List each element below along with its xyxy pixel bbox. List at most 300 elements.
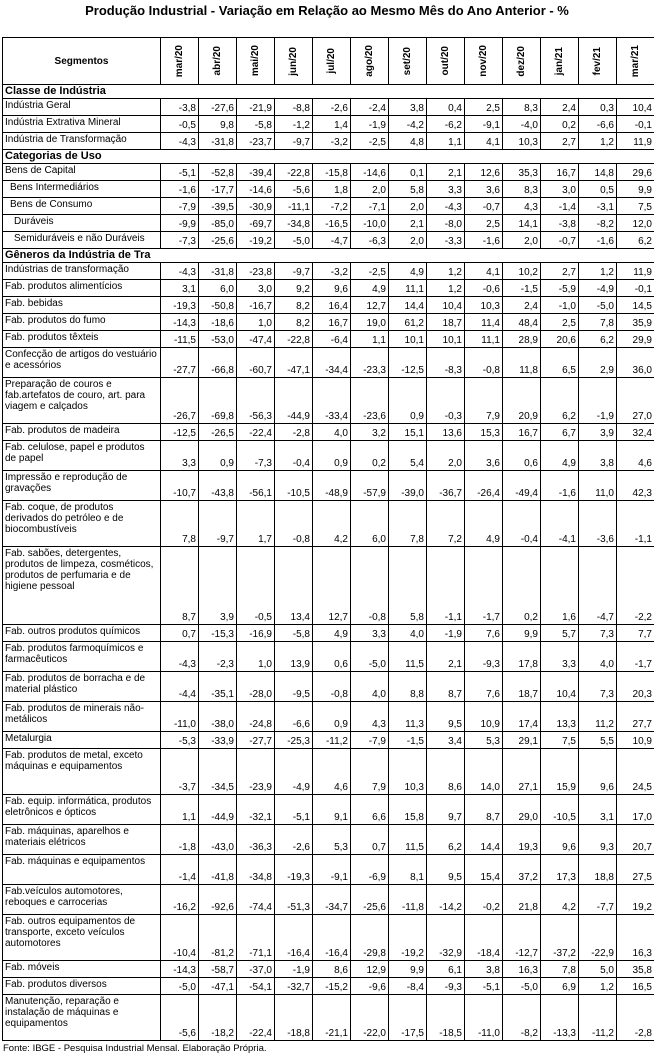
value-cell: 1,0 [237,642,275,672]
value-cell: -39,5 [199,198,237,215]
value-cell: -0,4 [503,501,541,547]
value-cell: -0,3 [427,378,465,424]
section-filler [313,249,351,263]
value-cell: -10,5 [275,471,313,501]
row-label: Bens Intermediários [3,181,161,198]
value-cell: -48,9 [313,471,351,501]
value-cell: 11,1 [465,331,503,348]
value-cell: 29,1 [503,732,541,749]
value-cell: 9,6 [541,825,579,855]
value-cell: -92,6 [199,885,237,915]
value-cell: 12,9 [351,961,389,978]
value-cell: 3,1 [579,795,617,825]
value-cell: -9,7 [199,501,237,547]
value-cell: 35,9 [617,314,654,331]
value-cell: -9,1 [313,855,351,885]
section-filler [465,150,503,164]
section-filler [389,150,427,164]
section-filler [503,150,541,164]
row-label: Confecção de artigos do vestuário e acessórios [3,348,161,378]
value-cell: -9,3 [465,642,503,672]
value-cell: -11,1 [275,198,313,215]
value-cell: -9,3 [427,978,465,995]
month-header-label: nov/20 [477,45,489,77]
value-cell: -0,8 [313,672,351,702]
value-cell: -15,3 [199,625,237,642]
value-cell: 29,6 [617,164,654,181]
value-cell: 3,8 [389,99,427,116]
month-header-label: jul/20 [325,48,337,74]
value-cell: 28,9 [503,331,541,348]
value-cell: 0,2 [351,441,389,471]
value-cell: 27,7 [617,702,654,732]
row-label: Fab. produtos farmoquímicos e farmacêuticos [3,642,161,672]
value-cell: 8,6 [427,749,465,795]
value-cell: -22,9 [579,915,617,961]
value-cell: 2,1 [427,164,465,181]
value-cell: 27,1 [503,749,541,795]
value-cell: 0,1 [389,164,427,181]
value-cell: 3,3 [161,441,199,471]
value-cell: 13,4 [275,547,313,625]
value-cell: -18,5 [427,995,465,1041]
value-cell: -36,7 [427,471,465,501]
value-cell: 9,9 [617,181,654,198]
value-cell: -66,8 [199,348,237,378]
section-filler [237,150,275,164]
value-cell: 9,6 [313,280,351,297]
value-cell: 7,5 [617,198,654,215]
value-cell: 8,1 [389,855,427,885]
table-row [3,441,654,471]
value-cell: -16,4 [313,915,351,961]
value-cell: -14,3 [161,961,199,978]
value-cell: 6,2 [579,331,617,348]
value-cell: -51,3 [275,885,313,915]
value-cell: 20,7 [617,825,654,855]
row-label: Fab. outros equipamentos de transporte, exceto veículos automotores [3,915,161,961]
section-filler [427,249,465,263]
value-cell: 14,8 [579,164,617,181]
value-cell: -11,0 [161,702,199,732]
month-header [389,38,427,85]
value-cell: 2,0 [427,441,465,471]
value-cell: 16,3 [617,915,654,961]
row-label: Metalurgia [3,732,161,749]
month-header-label: dez/20 [515,45,527,77]
section-filler [579,150,617,164]
value-cell: -4,4 [161,672,199,702]
value-cell: -24,8 [237,702,275,732]
value-cell: -4,9 [275,749,313,795]
value-cell: 35,8 [617,961,654,978]
value-cell: 4,0 [579,642,617,672]
value-cell: -50,8 [199,297,237,314]
value-cell: -19,2 [237,232,275,249]
table-row [3,116,654,133]
row-label: Fab. produtos do fumo [3,314,161,331]
value-cell: -74,4 [237,885,275,915]
value-cell: 2,0 [503,232,541,249]
month-header-label: jun/20 [287,46,299,76]
value-cell: -1,6 [541,471,579,501]
row-label: Indústria Geral [3,99,161,116]
value-cell: 10,9 [465,702,503,732]
value-cell: -22,4 [237,995,275,1041]
value-cell: -5,9 [541,280,579,297]
value-cell: 6,7 [541,424,579,441]
row-label: Manutenção, reparação e instalação de máquinas e equipamentos [3,995,161,1041]
value-cell: -49,4 [503,471,541,501]
table-row [3,232,654,249]
section-filler [237,85,275,99]
value-cell: -7,7 [579,885,617,915]
value-cell: 4,6 [313,749,351,795]
value-cell: 4,1 [465,263,503,280]
value-cell: -39,4 [237,164,275,181]
value-cell: 0,2 [503,547,541,625]
value-cell: -2,5 [351,133,389,150]
table-row [3,424,654,441]
value-cell: -19,2 [389,915,427,961]
value-cell: 8,7 [427,672,465,702]
value-cell: 16,5 [617,978,654,995]
value-cell: -1,6 [579,232,617,249]
value-cell: -13,3 [541,995,579,1041]
section-filler [541,249,579,263]
section-filler [351,150,389,164]
value-cell: 3,9 [579,424,617,441]
value-cell: -14,6 [351,164,389,181]
value-cell: -14,2 [427,885,465,915]
value-cell: -0,1 [617,280,654,297]
value-cell: -41,8 [199,855,237,885]
month-header [351,38,389,85]
value-cell: 15,8 [389,795,427,825]
value-cell: 14,4 [465,825,503,855]
value-cell: 2,7 [541,263,579,280]
table-row [3,164,654,181]
value-cell: 11,2 [579,702,617,732]
value-cell: 32,4 [617,424,654,441]
value-cell: -52,8 [199,164,237,181]
value-cell: 6,2 [427,825,465,855]
month-header-label: jan/21 [553,46,565,76]
value-cell: -16,2 [161,885,199,915]
value-cell: -5,8 [237,116,275,133]
value-cell: -11,2 [579,995,617,1041]
value-cell: 1,2 [579,133,617,150]
section-filler [161,249,199,263]
value-cell: 17,4 [503,702,541,732]
value-cell: 4,9 [541,441,579,471]
value-cell: 2,1 [389,215,427,232]
month-header [465,38,503,85]
value-cell: -18,6 [199,314,237,331]
value-cell: 14,1 [503,215,541,232]
row-label: Fab. equip. informática, produtos eletrônicos e ópticos [3,795,161,825]
value-cell: -2,6 [275,825,313,855]
month-header [579,38,617,85]
table-row [3,378,654,424]
table-row [3,961,654,978]
value-cell: 1,2 [579,263,617,280]
value-cell: 3,3 [541,642,579,672]
production-table [2,37,654,1041]
value-cell: -29,8 [351,915,389,961]
value-cell: -7,1 [351,198,389,215]
value-cell: 2,5 [465,215,503,232]
value-cell: 36,0 [617,348,654,378]
row-label: Fab. máquinas, aparelhos e materiais elétricos [3,825,161,855]
value-cell: 8,3 [503,181,541,198]
value-cell: 11,5 [389,825,427,855]
value-cell: 9,9 [389,961,427,978]
table-row [3,978,654,995]
value-cell: 37,2 [503,855,541,885]
value-cell: 10,4 [541,672,579,702]
value-cell: 7,8 [579,314,617,331]
value-cell: -4,3 [161,133,199,150]
value-cell: -5,1 [161,164,199,181]
value-cell: 6,9 [541,978,579,995]
value-cell: -5,0 [351,642,389,672]
section-filler [275,249,313,263]
value-cell: -0,2 [465,885,503,915]
month-header [503,38,541,85]
value-cell: 3,9 [199,547,237,625]
value-cell: 0,5 [579,181,617,198]
value-cell: -34,8 [275,215,313,232]
value-cell: 4,1 [465,133,503,150]
value-cell: -10,7 [161,471,199,501]
value-cell: 10,9 [617,732,654,749]
value-cell: -14,6 [237,181,275,198]
value-cell: -1,5 [503,280,541,297]
header-row [3,38,654,85]
value-cell: 17,3 [541,855,579,885]
value-cell: -12,5 [389,348,427,378]
value-cell: 19,3 [503,825,541,855]
value-cell: -23,7 [237,133,275,150]
section-filler [503,249,541,263]
value-cell: 0,6 [313,642,351,672]
table-row [3,547,654,625]
value-cell: -1,6 [465,232,503,249]
value-cell: -10,0 [351,215,389,232]
row-label: Fab.veículos automotores, reboques e carrocerias [3,885,161,915]
section-filler [161,150,199,164]
value-cell: -3,8 [161,99,199,116]
row-label: Fab. produtos de metal, exceto máquinas e equipamentos [3,749,161,795]
value-cell: -16,5 [313,215,351,232]
value-cell: 0,6 [503,441,541,471]
value-cell: -0,4 [275,441,313,471]
value-cell: 61,2 [389,314,427,331]
table-row [3,732,654,749]
value-cell: -26,5 [199,424,237,441]
row-label: Bens de Capital [3,164,161,181]
value-cell: -7,2 [313,198,351,215]
value-cell: -8,2 [579,215,617,232]
value-cell: -6,4 [313,331,351,348]
value-cell: 1,1 [351,331,389,348]
value-cell: 29,0 [503,795,541,825]
value-cell: 11,4 [465,314,503,331]
value-cell: 6,2 [541,378,579,424]
value-cell: -43,0 [199,825,237,855]
table-title: Produção Industrial - Variação em Relação ao Mesmo Mês do Ano Anterior - % [85,3,569,18]
value-cell: -11,5 [161,331,199,348]
value-cell: 10,4 [427,297,465,314]
value-cell: 2,4 [503,297,541,314]
section-title: Categorias de Uso [3,150,161,164]
month-header [313,38,351,85]
value-cell: 5,0 [579,961,617,978]
value-cell: 2,4 [541,99,579,116]
value-cell: 3,4 [427,732,465,749]
value-cell: -0,6 [465,280,503,297]
value-cell: -6,2 [427,116,465,133]
value-cell: -38,0 [199,702,237,732]
value-cell: -0,8 [465,348,503,378]
value-cell: 8,2 [275,297,313,314]
value-cell: 2,5 [541,314,579,331]
value-cell: 9,8 [199,116,237,133]
value-cell: 1,4 [313,116,351,133]
value-cell: -2,5 [351,263,389,280]
value-cell: -4,1 [541,501,579,547]
value-cell: -2,3 [199,642,237,672]
value-cell: -27,6 [199,99,237,116]
value-cell: 13,9 [275,642,313,672]
section-filler [199,150,237,164]
value-cell: 7,8 [541,961,579,978]
value-cell: -34,7 [313,885,351,915]
row-label: Fab. móveis [3,961,161,978]
value-cell: -32,9 [427,915,465,961]
value-cell: -9,9 [161,215,199,232]
value-cell: -37,2 [541,915,579,961]
value-cell: -12,5 [161,424,199,441]
value-cell: -5,0 [579,297,617,314]
value-cell: 4,9 [465,501,503,547]
value-cell: -69,8 [199,378,237,424]
table-row [3,625,654,642]
value-cell: -2,8 [275,424,313,441]
value-cell: 4,9 [389,263,427,280]
value-cell: -0,5 [161,116,199,133]
value-cell: -18,2 [199,995,237,1041]
value-cell: 9,7 [427,795,465,825]
value-cell: 5,3 [313,825,351,855]
value-cell: 8,8 [389,672,427,702]
value-cell: -6,6 [579,116,617,133]
value-cell: -2,6 [313,99,351,116]
value-cell: 20,9 [503,378,541,424]
row-label: Fab. outros produtos químicos [3,625,161,642]
value-cell: 8,7 [465,795,503,825]
value-cell: 1,7 [237,501,275,547]
value-cell: 13,3 [541,702,579,732]
section-filler [427,85,465,99]
value-cell: -5,0 [503,978,541,995]
value-cell: 11,1 [389,280,427,297]
value-cell: 11,0 [579,471,617,501]
section-filler [389,85,427,99]
value-cell: 15,9 [541,749,579,795]
value-cell: -0,8 [275,501,313,547]
value-cell: 7,6 [465,625,503,642]
value-cell: 15,3 [465,424,503,441]
value-cell: -3,3 [427,232,465,249]
month-header [275,38,313,85]
value-cell: 6,5 [541,348,579,378]
value-cell: -1,1 [617,501,654,547]
value-cell: 6,6 [351,795,389,825]
value-cell: -60,7 [237,348,275,378]
value-cell: -32,1 [237,795,275,825]
value-cell: -0,7 [465,198,503,215]
value-cell: -5,0 [161,978,199,995]
row-label: Semiduráveis e não Duráveis [3,232,161,249]
section-filler [579,85,617,99]
value-cell: 1,6 [541,547,579,625]
value-cell: -19,3 [161,297,199,314]
value-cell: 16,7 [503,424,541,441]
value-cell: 7,5 [541,732,579,749]
value-cell: 6,1 [427,961,465,978]
value-cell: -7,9 [161,198,199,215]
value-cell: 11,5 [389,642,427,672]
month-header [617,38,654,85]
value-cell: 42,3 [617,471,654,501]
value-cell: 3,2 [351,424,389,441]
value-cell: 8,2 [275,314,313,331]
value-cell: 0,9 [389,378,427,424]
value-cell: 1,2 [579,978,617,995]
value-cell: 10,3 [389,749,427,795]
section-title: Gêneros da Indústria de Tra [3,249,161,263]
value-cell: -34,8 [237,855,275,885]
table-row [3,331,654,348]
table-row [3,280,654,297]
value-cell: -34,5 [199,749,237,795]
table-row [3,314,654,331]
value-cell: 9,6 [579,749,617,795]
section-filler [313,85,351,99]
value-cell: 4,3 [351,702,389,732]
value-cell: 16,7 [313,314,351,331]
table-row [3,825,654,855]
table-row [3,348,654,378]
value-cell: -9,5 [275,672,313,702]
value-cell: -9,1 [465,116,503,133]
value-cell: 8,7 [161,547,199,625]
section-filler [427,150,465,164]
value-cell: 9,2 [275,280,313,297]
value-cell: -18,8 [275,995,313,1041]
value-cell: 4,0 [389,625,427,642]
value-cell: 7,6 [465,672,503,702]
value-cell: 2,0 [389,232,427,249]
value-cell: -23,8 [237,263,275,280]
value-cell: -54,1 [237,978,275,995]
value-cell: 1,2 [427,263,465,280]
value-cell: 2,5 [465,99,503,116]
value-cell: 12,7 [351,297,389,314]
table-row [3,915,654,961]
